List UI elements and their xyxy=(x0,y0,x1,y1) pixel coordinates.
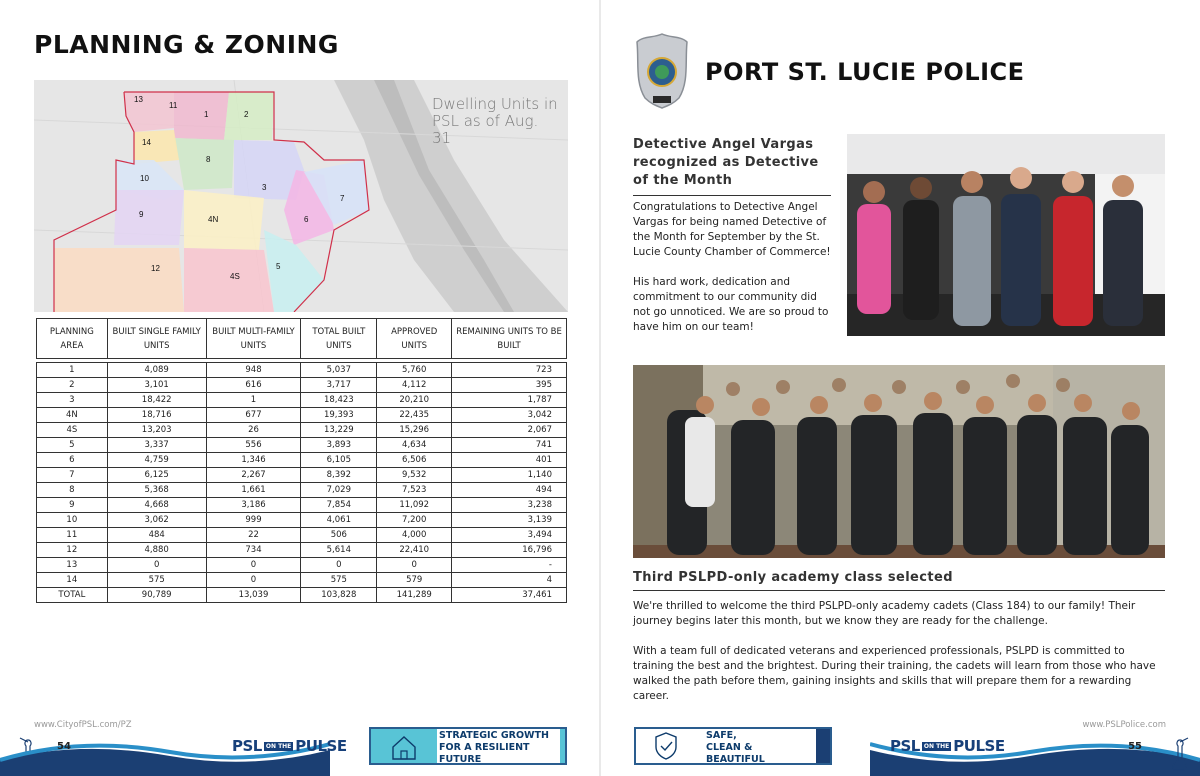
map-caption: Dwelling Units in PSL as of Aug. 31 xyxy=(432,95,558,147)
table-cell: 1,787 xyxy=(452,393,567,408)
table-cell: 4,089 xyxy=(107,363,206,378)
table-cell: 3,893 xyxy=(301,438,377,453)
table-row xyxy=(37,453,567,468)
footer-url[interactable]: www.CityofPSL.com/PZ xyxy=(34,720,132,730)
logo-psl: PSL xyxy=(890,737,920,755)
article-title: Detective Angel Vargas recognized as Detective of the Month xyxy=(633,136,831,196)
table-cell: 9,532 xyxy=(377,468,452,483)
logo-pulse: PULSE xyxy=(295,737,347,755)
table-cell: 15,296 xyxy=(377,423,452,438)
article-body xyxy=(633,200,831,350)
table-cell: 575 xyxy=(301,573,377,588)
table-cell: 1,661 xyxy=(206,483,301,498)
table-header: REMAINING UNITS TO BE BUILT xyxy=(452,319,567,359)
table-cell: 723 xyxy=(452,363,567,378)
table-row xyxy=(37,423,567,438)
table-cell: 5,368 xyxy=(107,483,206,498)
map-label: 6 xyxy=(304,215,309,224)
table-cell: 20,210 xyxy=(377,393,452,408)
table-header: TOTAL BUILT UNITS xyxy=(301,319,377,359)
table-cell: 7,523 xyxy=(377,483,452,498)
table-cell: 12 xyxy=(37,543,108,558)
map-label: 12 xyxy=(151,264,160,273)
table-cell: 11,092 xyxy=(377,498,452,513)
table-cell: 5,760 xyxy=(377,363,452,378)
footer-url[interactable]: www.PSLPolice.com xyxy=(1082,720,1166,730)
goal-line: FOR A RESILIENT xyxy=(439,742,530,753)
map-label: 3 xyxy=(262,183,267,192)
map-label: 13 xyxy=(134,95,143,104)
goal-line: BEAUTIFUL xyxy=(706,754,765,765)
map-label: 10 xyxy=(140,174,149,183)
table-cell: 6,506 xyxy=(377,453,452,468)
table-row xyxy=(37,558,567,573)
table-cell: 8,392 xyxy=(301,468,377,483)
page-number: 55 xyxy=(1128,741,1142,752)
map-label: 4S xyxy=(230,272,240,281)
goal-line: CLEAN & xyxy=(706,742,753,753)
goal-accent xyxy=(816,729,830,763)
table-row xyxy=(37,513,567,528)
table-cell: 677 xyxy=(206,408,301,423)
table-cell: 18,716 xyxy=(107,408,206,423)
table-row xyxy=(37,543,567,558)
table-cell: 2 xyxy=(37,378,108,393)
dwelling-units-map xyxy=(34,80,568,312)
table-cell: 19,393 xyxy=(301,408,377,423)
table-cell: 22,435 xyxy=(377,408,452,423)
map-label: 1 xyxy=(204,110,209,119)
shield-check-icon xyxy=(636,729,696,763)
table-header: BUILT MULTI-FAMILY UNITS xyxy=(206,319,301,359)
dwelling-units-table xyxy=(36,318,567,603)
table-cell: 22 xyxy=(206,528,301,543)
table-cell: 16,796 xyxy=(452,543,567,558)
map-label: 5 xyxy=(276,262,281,271)
table-cell: 3,101 xyxy=(107,378,206,393)
goal-label xyxy=(706,730,765,766)
strategic-goal-badge xyxy=(369,727,567,765)
article-paragraph: His hard work, dedication and commitment to our community did not go unnoticed. We are so proud to have him on our team! xyxy=(633,276,829,333)
table-cell: 0 xyxy=(206,558,301,573)
table-cell: 4,634 xyxy=(377,438,452,453)
table-cell: 395 xyxy=(452,378,567,393)
table-cell: 999 xyxy=(206,513,301,528)
table-row xyxy=(37,393,567,408)
table-cell: 5 xyxy=(37,438,108,453)
table-cell: 4N xyxy=(37,408,108,423)
table-cell: 575 xyxy=(107,573,206,588)
table-row xyxy=(37,363,567,378)
table-cell: 6,105 xyxy=(301,453,377,468)
table-cell: 4,668 xyxy=(107,498,206,513)
table-cell: TOTAL xyxy=(37,588,108,603)
logo-pulse: PULSE xyxy=(953,737,1005,755)
table-cell: 18,422 xyxy=(107,393,206,408)
academy-class-photo xyxy=(633,365,1165,558)
table-cell: - xyxy=(452,558,567,573)
table-cell: 579 xyxy=(377,573,452,588)
map-label: 4N xyxy=(208,215,219,224)
article-paragraph: With a team full of dedicated veterans and experienced professionals, PSLPD is committed to training the best and the brightest. During their training, the cadets will learn from those who have walked the path before them, gaining insights and skills that will prepare them for a rewarding career. xyxy=(633,645,1156,702)
logo-psl: PSL xyxy=(232,737,262,755)
table-cell: 2,067 xyxy=(452,423,567,438)
police-badge-icon xyxy=(635,32,689,110)
table-cell: 948 xyxy=(206,363,301,378)
table-row xyxy=(37,483,567,498)
table-cell: 26 xyxy=(206,423,301,438)
table-row xyxy=(37,408,567,423)
psl-pulse-logo xyxy=(890,737,1005,755)
table-cell: 484 xyxy=(107,528,206,543)
table-cell: 7,029 xyxy=(301,483,377,498)
map-label: 14 xyxy=(142,138,151,147)
page-number: 54 xyxy=(57,741,71,752)
table-cell: 556 xyxy=(206,438,301,453)
strategic-goal-badge xyxy=(634,727,832,765)
table-cell: 0 xyxy=(377,558,452,573)
table-row xyxy=(37,438,567,453)
map-label: 9 xyxy=(139,210,144,219)
table-cell: 506 xyxy=(301,528,377,543)
right-page xyxy=(600,0,1200,776)
goal-label xyxy=(439,730,549,766)
table-cell: 0 xyxy=(206,573,301,588)
table-cell: 3,717 xyxy=(301,378,377,393)
page-title: PORT ST. LUCIE POLICE xyxy=(705,58,1025,86)
table-cell: 3,238 xyxy=(452,498,567,513)
table-cell: 1 xyxy=(37,363,108,378)
table-cell: 4S xyxy=(37,423,108,438)
table-cell: 6 xyxy=(37,453,108,468)
table-cell: 3,186 xyxy=(206,498,301,513)
table-cell: 5,614 xyxy=(301,543,377,558)
goal-line: SAFE, xyxy=(706,730,737,741)
table-cell: 401 xyxy=(452,453,567,468)
logo-on-the: ON THE xyxy=(923,743,950,750)
logo-on-the: ON THE xyxy=(265,743,292,750)
psl-pulse-logo xyxy=(232,737,347,755)
table-cell: 1,346 xyxy=(206,453,301,468)
table-cell: 7 xyxy=(37,468,108,483)
goal-line: FUTURE xyxy=(439,754,482,765)
table-cell: 18,423 xyxy=(301,393,377,408)
table-cell: 3,062 xyxy=(107,513,206,528)
table-cell: 3,337 xyxy=(107,438,206,453)
table-cell: 7,854 xyxy=(301,498,377,513)
table-cell: 103,828 xyxy=(301,588,377,603)
table-cell: 90,789 xyxy=(107,588,206,603)
table-cell: 741 xyxy=(452,438,567,453)
table-cell: 6,125 xyxy=(107,468,206,483)
map-label: 8 xyxy=(206,155,211,164)
table-cell: 2,267 xyxy=(206,468,301,483)
table-row xyxy=(37,528,567,543)
table-cell: 3,042 xyxy=(452,408,567,423)
table-cell: 13 xyxy=(37,558,108,573)
table-cell: 494 xyxy=(452,483,567,498)
map-label: 7 xyxy=(340,194,345,203)
house-icon xyxy=(371,729,437,763)
table-cell: 4 xyxy=(452,573,567,588)
table-cell: 9 xyxy=(37,498,108,513)
table-cell: 3 xyxy=(37,393,108,408)
table-body xyxy=(37,359,567,603)
table-cell: 4,112 xyxy=(377,378,452,393)
table-cell: 8 xyxy=(37,483,108,498)
table-cell: 141,289 xyxy=(377,588,452,603)
table-header-row xyxy=(37,319,567,359)
table-cell: 4,061 xyxy=(301,513,377,528)
award-photo xyxy=(847,134,1165,336)
table-cell: 13,229 xyxy=(301,423,377,438)
table-cell: 11 xyxy=(37,528,108,543)
table-cell: 4,000 xyxy=(377,528,452,543)
table-cell: 7,200 xyxy=(377,513,452,528)
table-row xyxy=(37,588,567,603)
table-cell: 0 xyxy=(301,558,377,573)
table-cell: 1,140 xyxy=(452,468,567,483)
table-row xyxy=(37,378,567,393)
goal-accent xyxy=(560,729,565,763)
table-cell: 5,037 xyxy=(301,363,377,378)
table-cell: 4,759 xyxy=(107,453,206,468)
table-cell: 734 xyxy=(206,543,301,558)
table-cell: 3,494 xyxy=(452,528,567,543)
map-label: 2 xyxy=(244,110,249,119)
article-body xyxy=(633,599,1163,719)
article-paragraph: Congratulations to Detective Angel Vargas for being named Detective of the Month for September by the St. Lucie County Chamber of Commerce! xyxy=(633,201,831,258)
table-cell: 3,139 xyxy=(452,513,567,528)
article-paragraph: We're thrilled to welcome the third PSLPD-only academy cadets (Class 184) to our family! Their journey begins later this month, but we know they are ready for the challenge. xyxy=(633,600,1136,627)
table-cell: 13,039 xyxy=(206,588,301,603)
table-cell: 14 xyxy=(37,573,108,588)
table-cell: 37,461 xyxy=(452,588,567,603)
table-cell: 13,203 xyxy=(107,423,206,438)
table-cell: 10 xyxy=(37,513,108,528)
table-row xyxy=(37,498,567,513)
goal-line: STRATEGIC GROWTH xyxy=(439,730,549,741)
page-title: PLANNING & ZONING xyxy=(34,30,339,59)
article-title: Third PSLPD-only academy class selected xyxy=(633,570,1165,591)
heron-icon xyxy=(1160,736,1200,776)
table-cell: 1 xyxy=(206,393,301,408)
table-cell: 0 xyxy=(107,558,206,573)
table-row xyxy=(37,468,567,483)
table-row xyxy=(37,573,567,588)
table-header: PLANNING AREA xyxy=(37,319,108,359)
table-header: APPROVED UNITS xyxy=(377,319,452,359)
table-cell: 616 xyxy=(206,378,301,393)
table-cell: 22,410 xyxy=(377,543,452,558)
table-cell: 4,880 xyxy=(107,543,206,558)
table-header: BUILT SINGLE FAMILY UNITS xyxy=(107,319,206,359)
map-label: 11 xyxy=(169,101,178,110)
